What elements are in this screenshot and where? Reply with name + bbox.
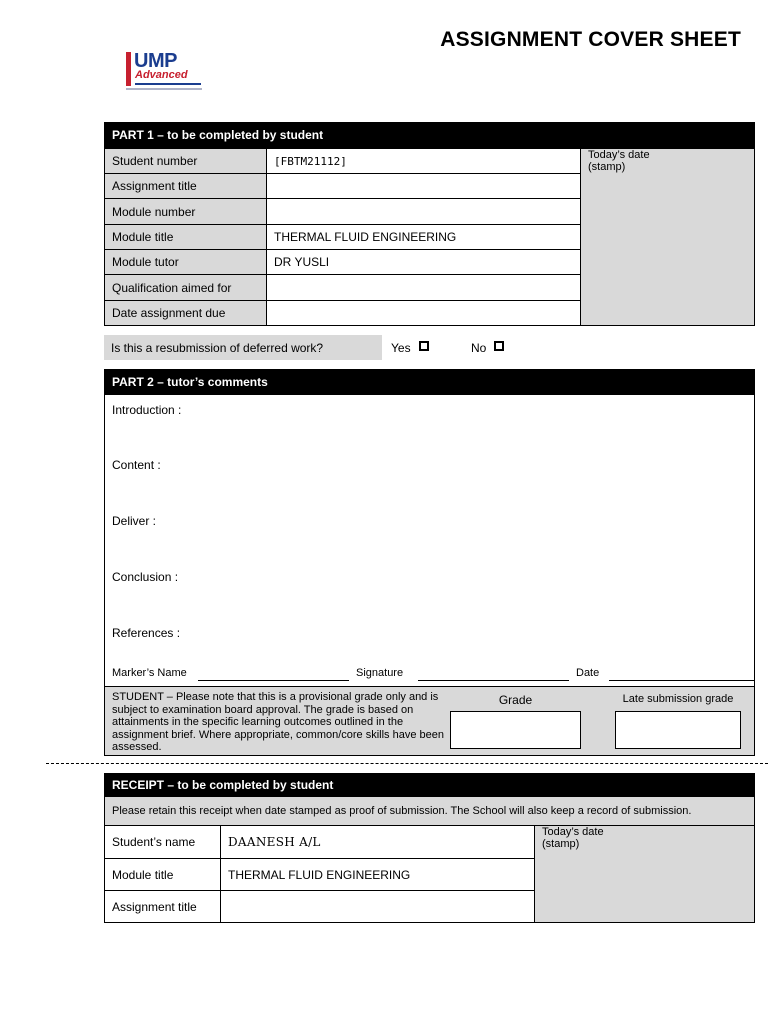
receipt-label-student-name: Student’s name — [104, 826, 221, 859]
receipt-label-module-title: Module title — [104, 858, 221, 891]
criterion-introduction: Introduction : — [112, 403, 182, 417]
label-qualification: Qualification aimed for — [104, 274, 267, 301]
part1-heading: PART 1 – to be completed by student — [104, 122, 755, 148]
yes-label: Yes — [391, 341, 411, 355]
page-title: ASSIGNMENT COVER SHEET — [440, 28, 741, 51]
field-date-due[interactable] — [266, 300, 581, 326]
resubmission-question: Is this a resubmission of deferred work? — [104, 335, 382, 360]
date-stamp-box — [580, 148, 755, 326]
ump-advanced-logo — [126, 50, 204, 94]
receipt-field-module-title[interactable]: THERMAL FLUID ENGINEERING — [220, 858, 535, 891]
receipt-date-stamp-box — [534, 826, 755, 923]
grade-section — [104, 687, 755, 756]
field-module-number[interactable] — [266, 198, 581, 225]
cut-line-divider — [46, 763, 768, 764]
label-date-due: Date assignment due — [104, 300, 267, 326]
criterion-deliver: Deliver : — [112, 514, 157, 528]
label-module-number: Module number — [104, 198, 267, 225]
receipt-field-student-name[interactable]: DAANESH A/L — [220, 826, 535, 859]
receipt-field-assignment-title[interactable] — [220, 890, 535, 923]
field-assignment-title[interactable] — [266, 173, 581, 199]
no-checkbox[interactable] — [494, 341, 504, 351]
late-grade-box[interactable] — [615, 711, 741, 749]
logo-sub-text: Advanced — [135, 69, 188, 81]
marker-name-line[interactable] — [198, 680, 349, 681]
grade-box[interactable] — [450, 711, 581, 749]
logo-main-text: UMP — [134, 50, 177, 72]
receipt-stamp-label-stamp: (stamp) — [542, 838, 580, 850]
student-provisional-note: STUDENT – Please note that this is a provisional grade only and is subject to examination board approval. The grade is based on attainments in the specific learning outcomes outlined in the assignment brief. Where appropriate, common/core skills have been assessed. — [112, 691, 444, 754]
marker-name-label: Marker’s Name — [112, 667, 187, 679]
label-module-title: Module title — [104, 224, 267, 250]
signature-line[interactable] — [418, 680, 569, 681]
receipt-heading: RECEIPT – to be completed by student — [104, 773, 755, 797]
no-label: No — [471, 341, 487, 355]
grade-label: Grade — [498, 693, 533, 707]
label-student-number: Student number — [104, 148, 267, 174]
late-grade-label: Late submission grade — [622, 693, 734, 705]
receipt-note: Please retain this receipt when date stamped as proof of submission. The School will also keep a record of submission. — [104, 797, 755, 826]
stamp-label-stamp: (stamp) — [588, 161, 626, 173]
field-student-number[interactable]: [FBTM21112] — [266, 148, 581, 174]
part2-heading: PART 2 – tutor’s comments — [104, 369, 755, 395]
criterion-content: Content : — [112, 458, 161, 472]
date-label: Date — [576, 667, 600, 679]
date-line[interactable] — [609, 680, 755, 681]
criterion-references: References : — [112, 626, 181, 640]
field-module-title[interactable]: THERMAL FLUID ENGINEERING — [266, 224, 581, 250]
yes-checkbox[interactable] — [419, 341, 429, 351]
criterion-conclusion: Conclusion : — [112, 570, 179, 584]
stamp-label-date: Today’s date — [588, 149, 650, 161]
tutor-comments-area[interactable] — [104, 395, 755, 687]
resubmission-yes-option[interactable] — [391, 340, 429, 356]
signature-label: Signature — [356, 667, 404, 679]
receipt-stamp-label-date: Today’s date — [542, 826, 604, 838]
field-qualification[interactable] — [266, 274, 581, 301]
resubmission-no-option[interactable] — [471, 340, 504, 356]
receipt-label-assignment-title: Assignment title — [104, 890, 221, 923]
label-module-tutor: Module tutor — [104, 249, 267, 275]
field-module-tutor[interactable]: DR YUSLI — [266, 249, 581, 275]
label-assignment-title: Assignment title — [104, 173, 267, 199]
